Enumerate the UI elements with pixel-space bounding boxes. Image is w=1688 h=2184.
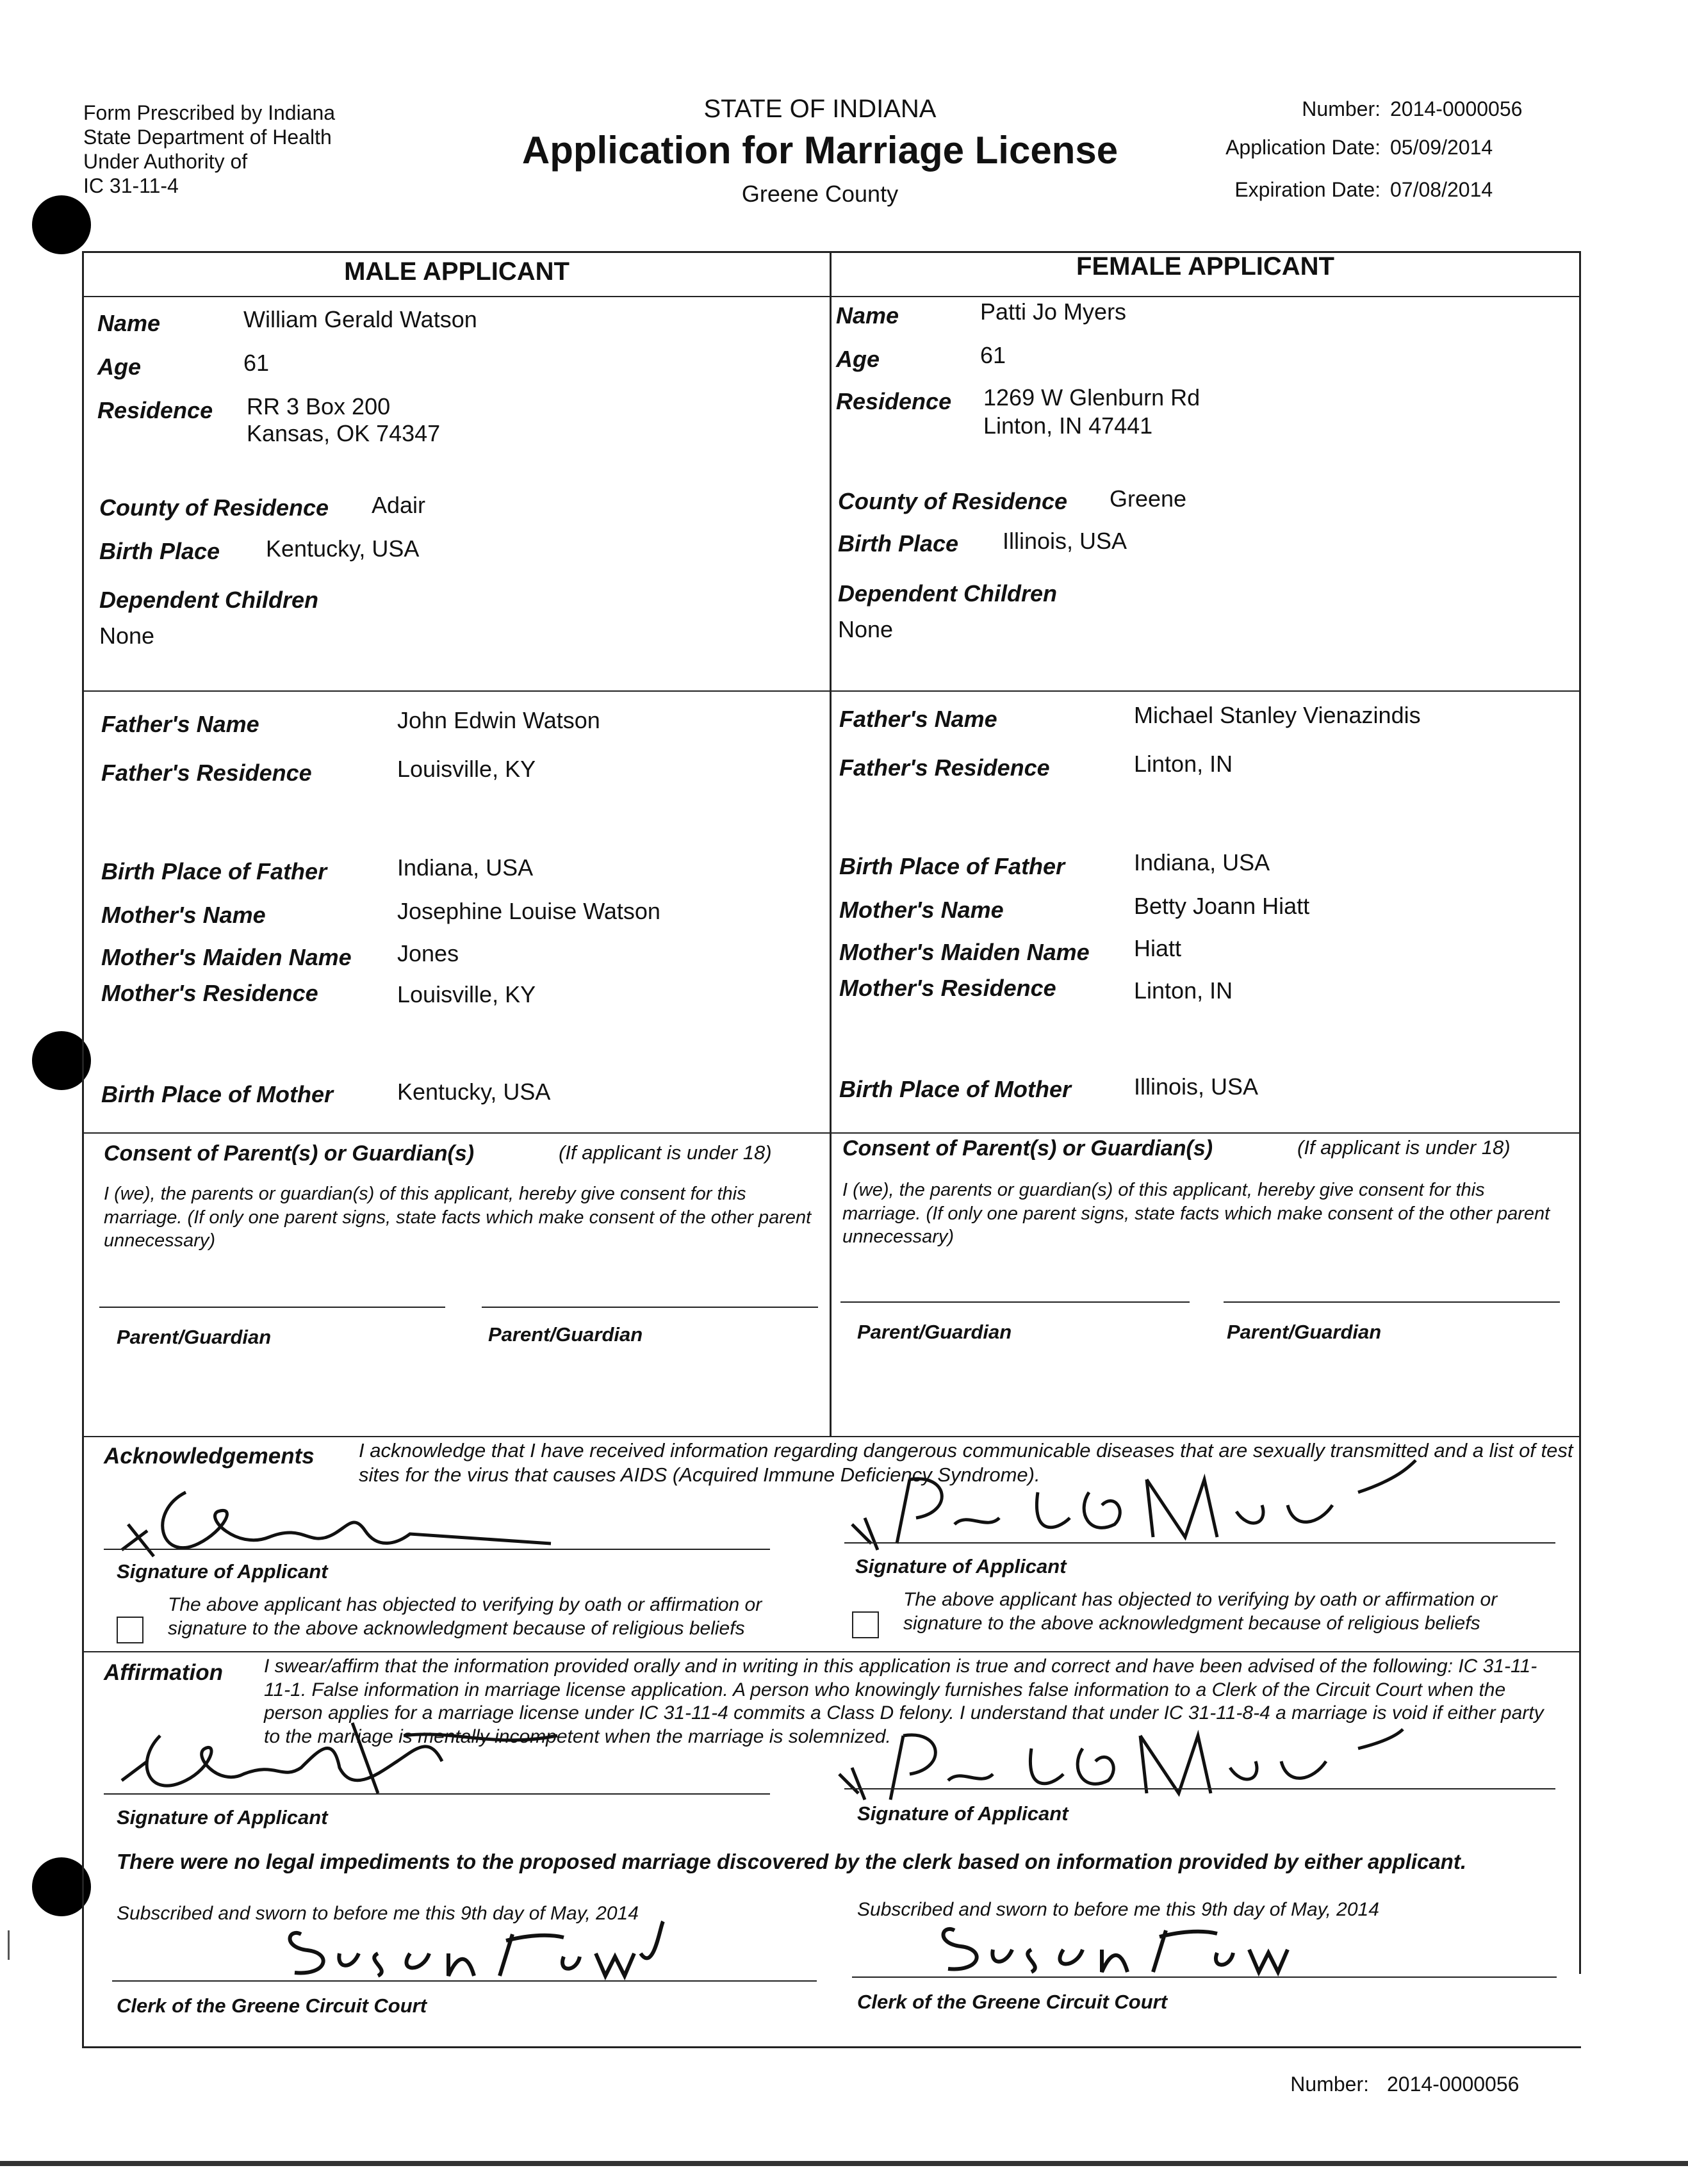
page-title: Application for Marriage License	[521, 129, 1119, 172]
female-affirmation-signature	[833, 1716, 1409, 1813]
no-impediments-statement: There were no legal impediments to the proposed marriage discovered by the clerk based on information provided by either applicant.	[117, 1850, 1466, 1873]
state-name: STATE OF INDIANA	[703, 95, 937, 123]
female-fathers-residence-value: Linton, IN	[1134, 751, 1233, 777]
female-parent-signature-line-2[interactable]	[1224, 1301, 1560, 1303]
female-ack-signature-label: Signature of Applicant	[855, 1555, 1067, 1577]
female-name-value: Patti Jo Myers	[980, 298, 1127, 325]
male-consent-text: I (we), the parents or guardian(s) of this applicant, hereby give consent for this marriage. (If only one parent signs, state facts which make consent of the other parent unnecessary)	[104, 1184, 812, 1251]
male-birth-place-label: Birth Place	[99, 538, 220, 564]
male-parent-guardian-label-2: Parent/Guardian	[488, 1323, 643, 1346]
rule-after-children	[82, 690, 1581, 692]
female-age-value: 61	[980, 342, 1006, 368]
female-birth-place-value: Illinois, USA	[1003, 528, 1127, 554]
female-dependent-children-value: None	[838, 616, 894, 642]
male-mothers-maiden-name-label: Mother's Maiden Name	[101, 944, 352, 970]
male-fathers-residence-value: Louisville, KY	[397, 756, 536, 782]
male-mothers-name-label: Mother's Name	[101, 902, 266, 928]
male-clerk-signature	[282, 1915, 666, 1985]
female-affirmation-signature-line	[844, 1788, 1555, 1789]
female-birth-place-label: Birth Place	[838, 530, 959, 557]
male-acknowledgement-signature	[109, 1473, 557, 1569]
affirmation-text: I swear/affirm that the information provided orally and in writing in this application is true and correct and have been advised of the following: IC 31-11-11-1. False information in marriage license application. A person who knowingly furnishes false information to a Clerk of the Circuit Court when the person applies for a marriage license under IC 31-11-4 commits a Class D felony. I understand that under IC 31-11-8-4 a marriage is void if either party to the marriage is mentally incompetent when the marriage is solemnized.	[264, 1656, 1544, 1747]
male-age-label: Age	[97, 354, 142, 380]
male-affirmation-signature-line	[104, 1793, 770, 1795]
female-affirmation-signature-label: Signature of Applicant	[857, 1802, 1069, 1825]
rule-after-consent	[82, 1436, 1581, 1437]
female-county-label: County of Residence	[838, 488, 1068, 514]
rule-before-affirmation	[82, 1651, 1581, 1652]
female-birth-place-of-father-label: Birth Place of Father	[839, 853, 1065, 879]
male-clerk-signature-line	[112, 1980, 817, 1982]
male-subscribed-text: Subscribed and sworn to before me this 9th day of May, 2014	[117, 1903, 639, 1924]
male-birth-place-of-father-label: Birth Place of Father	[101, 858, 327, 884]
male-objection-text: The above applicant has objected to verifying by oath or affirmation or signature to the above acknowledgment because of religious beliefs	[168, 1594, 762, 1639]
female-residence-label: Residence	[836, 388, 952, 414]
frame-bottom	[82, 2046, 1581, 2048]
male-affirmation-signature-label: Signature of Applicant	[117, 1806, 328, 1829]
female-mothers-maiden-name-value: Hiatt	[1134, 935, 1182, 961]
female-birth-place-of-mother-value: Illinois, USA	[1134, 1073, 1259, 1100]
male-dependent-children-value: None	[99, 623, 155, 649]
male-mothers-name-value: Josephine Louise Watson	[397, 898, 660, 924]
frame-right	[1579, 251, 1581, 1974]
female-objection-checkbox[interactable]	[852, 1611, 879, 1638]
male-fathers-name-label: Father's Name	[101, 711, 259, 737]
female-birth-place-of-mother-label: Birth Place of Mother	[839, 1076, 1072, 1102]
female-applicant-heading: FEMALE APPLICANT	[1076, 252, 1334, 281]
male-ack-signature-label: Signature of Applicant	[117, 1560, 328, 1583]
male-parent-signature-line-1[interactable]	[99, 1307, 445, 1308]
female-clerk-label: Clerk of the Greene Circuit Court	[857, 1991, 1168, 2013]
female-mothers-residence-value: Linton, IN	[1134, 977, 1233, 1004]
male-residence-label: Residence	[97, 397, 213, 423]
prescribed-line-3: Under Authority of	[83, 150, 248, 173]
scan-edge-bottom	[0, 2161, 1688, 2166]
male-clerk-label: Clerk of the Greene Circuit Court	[117, 1994, 427, 2017]
footer-number-value: 2014-0000056	[1387, 2073, 1520, 2096]
male-parent-guardian-label-1: Parent/Guardian	[117, 1326, 272, 1348]
expiration-date-label: Expiration Date:	[1234, 178, 1381, 201]
male-affirmation-signature	[109, 1697, 570, 1806]
column-divider	[830, 251, 832, 1437]
female-consent-note: (If applicant is under 18)	[1297, 1136, 1511, 1159]
prescribed-line-4: IC 31-11-4	[83, 174, 179, 197]
prescribed-line-1: Form Prescribed by Indiana	[83, 101, 336, 124]
female-fathers-name-label: Father's Name	[839, 706, 997, 732]
female-dependent-children-label: Dependent Children	[838, 580, 1058, 607]
male-birth-place-value: Kentucky, USA	[266, 535, 420, 562]
male-county-value: Adair	[372, 492, 426, 518]
male-mothers-maiden-name-value: Jones	[397, 940, 459, 966]
female-parent-guardian-label-2: Parent/Guardian	[1227, 1321, 1382, 1343]
footer-number-label: Number:	[1290, 2073, 1369, 2096]
female-parent-guardian-label-1: Parent/Guardian	[857, 1321, 1012, 1343]
scan-edge-left-mark	[8, 1930, 10, 1960]
acknowledgements-text: I acknowledge that I have received information regarding dangerous communicable diseases that are sexually transmitted and a list of test sites for the virus that causes AIDS (Acquired Immune Deficiency Syndrome).	[359, 1439, 1573, 1486]
female-parent-signature-line-1[interactable]	[840, 1301, 1190, 1303]
female-residence-line2: Linton, IN 47441	[983, 412, 1153, 439]
male-parent-signature-line-2[interactable]	[482, 1307, 818, 1308]
heading-rule	[82, 296, 1581, 297]
male-residence-line2: Kansas, OK 74347	[247, 420, 441, 446]
female-mothers-residence-label: Mother's Residence	[839, 975, 1056, 1001]
female-fathers-residence-label: Father's Residence	[839, 754, 1050, 781]
number-label: Number:	[1302, 97, 1381, 120]
female-name-label: Name	[836, 302, 899, 329]
male-applicant-heading: MALE APPLICANT	[344, 257, 569, 286]
number-value: 2014-0000056	[1390, 97, 1523, 120]
male-objection-checkbox[interactable]	[117, 1617, 143, 1643]
male-age-value: 61	[243, 350, 270, 376]
expiration-date-value: 07/08/2014	[1390, 178, 1493, 201]
male-residence-line1: RR 3 Box 200	[247, 393, 391, 420]
male-name-value: William Gerald Watson	[243, 306, 477, 332]
affirmation-label: Affirmation	[104, 1660, 224, 1685]
male-birth-place-of-mother-value: Kentucky, USA	[397, 1079, 551, 1105]
male-county-label: County of Residence	[99, 494, 329, 521]
female-mothers-name-value: Betty Joann Hiatt	[1134, 893, 1310, 919]
male-birth-place-of-mother-label: Birth Place of Mother	[101, 1081, 334, 1107]
male-fathers-name-value: John Edwin Watson	[397, 707, 600, 733]
female-fathers-name-value: Michael Stanley Vienazindis	[1134, 702, 1421, 728]
acknowledgements-label: Acknowledgements	[104, 1444, 315, 1469]
application-date-value: 05/09/2014	[1390, 136, 1493, 159]
female-objection-text: The above applicant has objected to verifying by oath or affirmation or signature to the above acknowledgment because of religious beliefs	[903, 1589, 1498, 1634]
female-mothers-maiden-name-label: Mother's Maiden Name	[839, 939, 1090, 965]
male-birth-place-of-father-value: Indiana, USA	[397, 854, 534, 881]
female-mothers-name-label: Mother's Name	[839, 897, 1004, 923]
county-name: Greene County	[741, 181, 899, 207]
female-consent-title: Consent of Parent(s) or Guardian(s)	[842, 1136, 1213, 1161]
female-age-label: Age	[836, 346, 880, 372]
male-ack-signature-line	[104, 1549, 770, 1550]
prescribed-line-2: State Department of Health	[83, 126, 332, 149]
female-county-value: Greene	[1110, 485, 1187, 512]
frame-left	[82, 251, 84, 2048]
female-consent-text: I (we), the parents or guardian(s) of this applicant, hereby give consent for this marriage. (If only one parent signs, state facts which make consent of the other parent unnecessary)	[842, 1180, 1550, 1248]
male-name-label: Name	[97, 310, 161, 336]
female-birth-place-of-father-value: Indiana, USA	[1134, 849, 1270, 876]
male-consent-note: (If applicant is under 18)	[559, 1141, 772, 1164]
male-consent-title: Consent of Parent(s) or Guardian(s)	[104, 1141, 475, 1166]
female-clerk-signature	[935, 1911, 1294, 1982]
male-fathers-residence-label: Father's Residence	[101, 760, 312, 786]
female-acknowledgement-signature	[846, 1454, 1422, 1556]
female-ack-signature-line	[844, 1542, 1555, 1544]
rule-before-consent	[82, 1132, 1581, 1134]
male-mothers-residence-label: Mother's Residence	[101, 980, 318, 1006]
female-clerk-signature-line	[852, 1976, 1557, 1978]
application-date-label: Application Date:	[1225, 136, 1381, 159]
male-mothers-residence-value: Louisville, KY	[397, 981, 536, 1007]
male-dependent-children-label: Dependent Children	[99, 587, 319, 613]
female-subscribed-text: Subscribed and sworn to before me this 9th day of May, 2014	[857, 1899, 1379, 1920]
female-residence-line1: 1269 W Glenburn Rd	[983, 384, 1200, 411]
